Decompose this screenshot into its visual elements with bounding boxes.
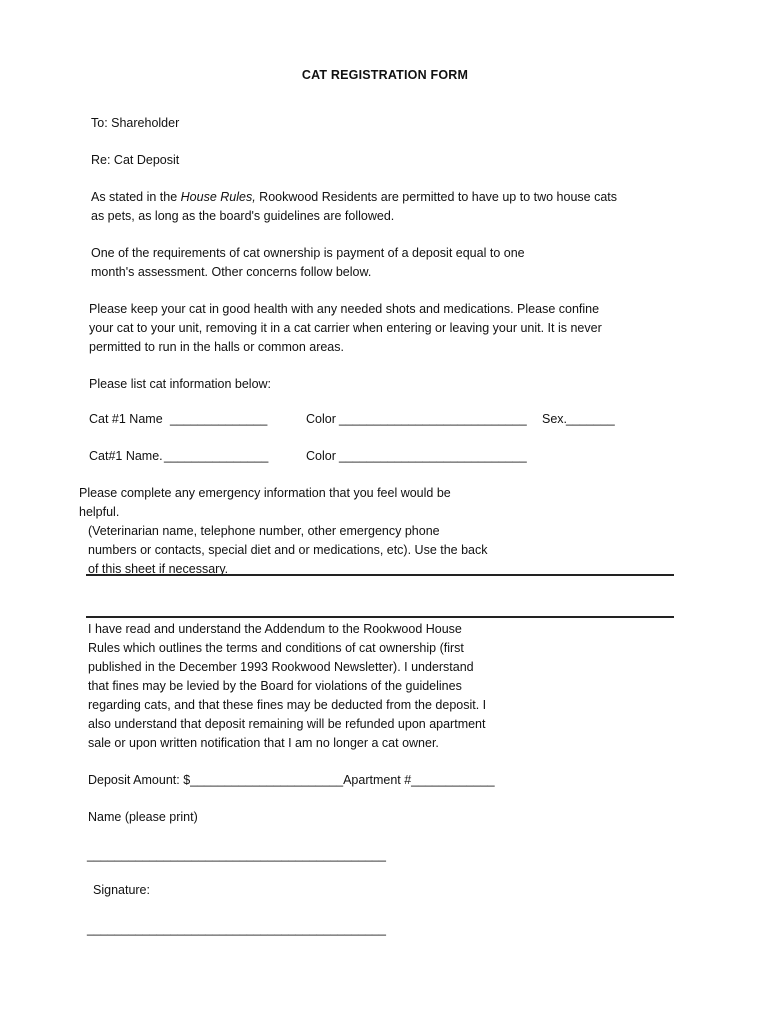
cat1-name-label: Cat #1 Name [89, 412, 163, 426]
paragraph-line: I have read and understand the Addendum to the Rookwood House [88, 622, 462, 636]
house-rules-italic: House Rules, [180, 190, 256, 204]
house-rules-prefix: As stated in the [91, 190, 181, 204]
cat-care-paragraph [89, 300, 602, 357]
paragraph-line: month's assessment. Other concerns follow below. [91, 265, 372, 279]
emergency-write-line-1[interactable] [86, 574, 674, 576]
cat2-name-field[interactable]: _______________ [164, 449, 269, 463]
re-line: Re: Cat Deposit [91, 153, 180, 167]
cat1-sex-label: Sex. [542, 412, 568, 426]
signature-field[interactable]: ___________________________________________ [87, 922, 386, 936]
paragraph-line: published in the December 1993 Rookwood Newsletter). I understand [88, 660, 474, 674]
to-line: To: Shareholder [91, 116, 180, 130]
house-rules-line-1 [91, 188, 617, 207]
paragraph-line: Rules which outlines the terms and conditions of cat ownership (first [88, 641, 464, 655]
house-rules-suffix: Rookwood Residents are permitted to have up to two house cats [255, 190, 618, 204]
cat1-color-label: Color [306, 412, 336, 426]
paragraph-line: regarding cats, and that these fines may be deducted from the deposit. I [88, 698, 487, 712]
paragraph-line: (Veterinarian name, telephone number, other emergency phone [88, 524, 440, 538]
paragraph-line: permitted to run in the halls or common areas. [89, 340, 344, 354]
cat2-color-label: Color [306, 449, 336, 463]
cat2-color-field[interactable]: ___________________________ [339, 449, 527, 463]
signature-label: Signature: [93, 883, 150, 897]
emergency-note [88, 522, 488, 579]
name-print-field[interactable]: ___________________________________________ [87, 848, 386, 862]
cat1-name-field[interactable]: ______________ [170, 412, 268, 426]
house-rules-line-2: as pets, as long as the board's guidelines are followed. [91, 209, 395, 223]
cat2-name-label: Cat#1 Name. [89, 449, 163, 463]
paragraph-line: One of the requirements of cat ownership is payment of a deposit equal to one [91, 246, 525, 260]
addendum-paragraph [88, 620, 486, 753]
paragraph-line: Please complete any emergency information that you feel would be [79, 486, 451, 500]
list-prompt: Please list cat information below: [89, 377, 272, 391]
paragraph-line: sale or upon written notification that I am no longer a cat owner. [88, 736, 439, 750]
name-print-label: Name (please print) [88, 810, 198, 824]
form-title: CAT REGISTRATION FORM [301, 68, 469, 82]
paragraph-line: also understand that deposit remaining will be refunded upon apartment [88, 717, 486, 731]
deposit-requirement-paragraph [91, 244, 525, 282]
paragraph-line: numbers or contacts, special diet and or medications, etc). Use the back [88, 543, 488, 557]
paragraph-line: Please keep your cat in good health with any needed shots and medications. Please confine [89, 302, 600, 316]
cat1-color-field[interactable]: ___________________________ [339, 412, 527, 426]
emergency-paragraph [79, 484, 451, 522]
paragraph-line: your cat to your unit, removing it in a cat carrier when entering or leaving your unit. It is never [89, 321, 602, 335]
deposit-apartment-field[interactable]: Deposit Amount: $______________________Apartment #____________ [88, 773, 495, 787]
house-rules-paragraph [91, 188, 617, 226]
cat1-sex-field[interactable]: _______ [566, 412, 615, 426]
paragraph-line: that fines may be levied by the Board for violations of the guidelines [88, 679, 462, 693]
paragraph-line: of this sheet if necessary. [88, 562, 229, 576]
emergency-write-line-2[interactable] [86, 616, 674, 618]
paragraph-line: helpful. [79, 505, 120, 519]
